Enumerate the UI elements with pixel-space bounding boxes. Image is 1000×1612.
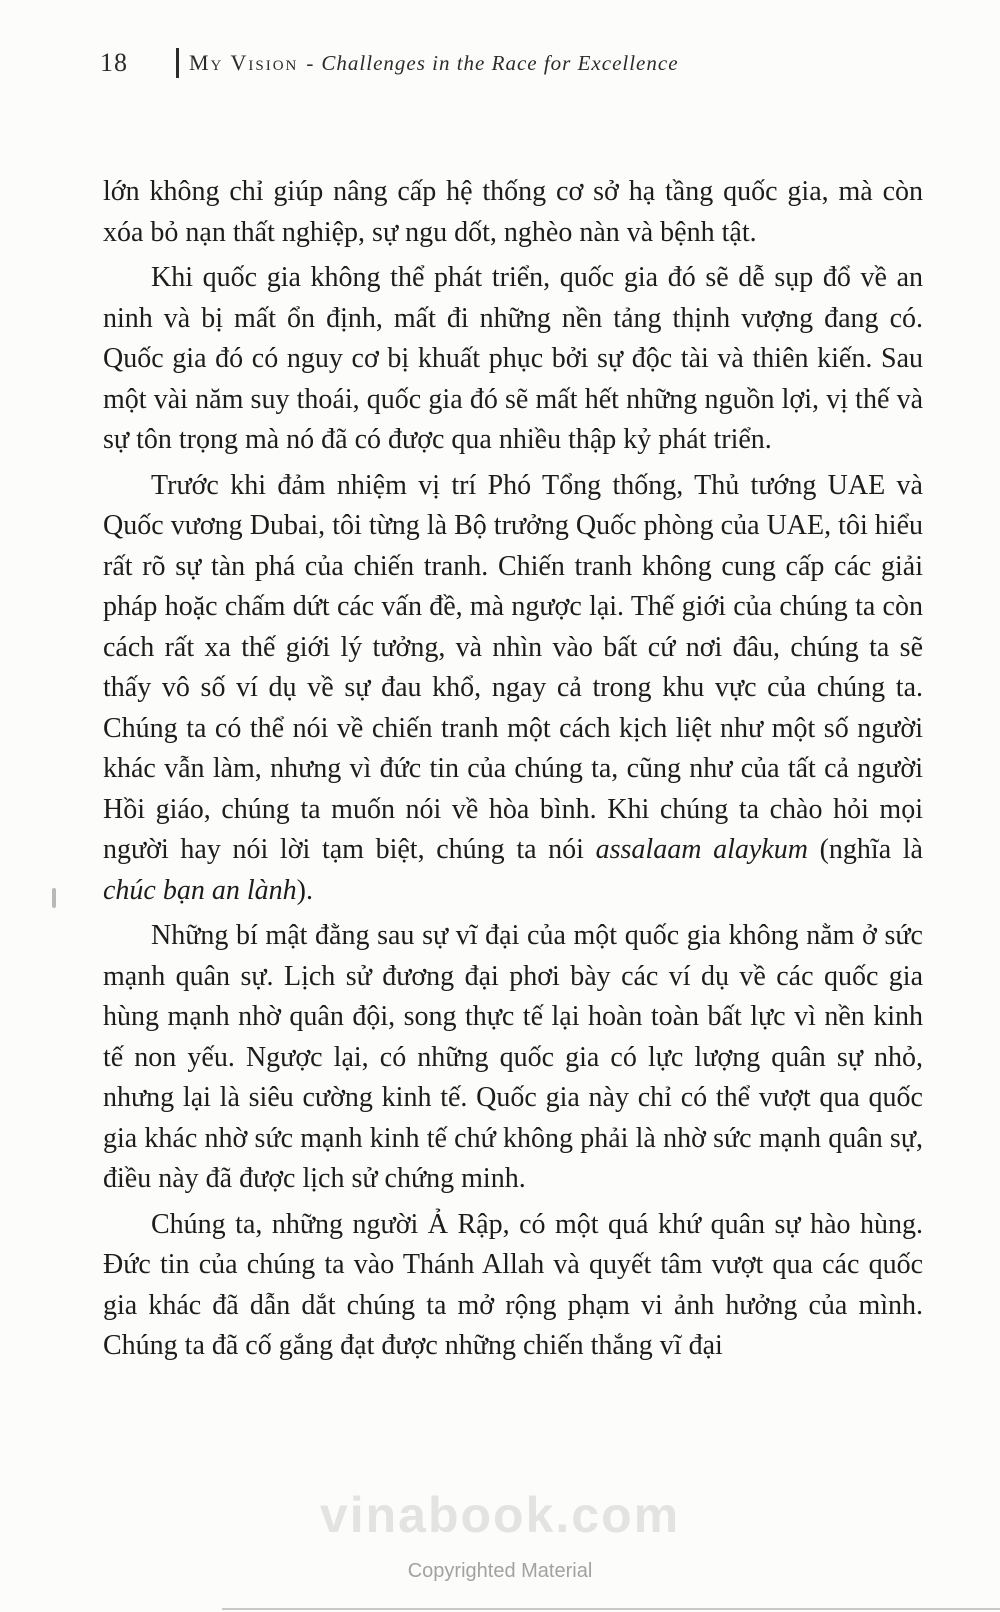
page-number: 18 <box>100 48 128 77</box>
paragraph-text: Trước khi đảm nhiệm vị trí Phó Tổng thống, Thủ tướng UAE và Quốc vương Dubai, tôi từng là Bộ trưởng Quốc phòng của UAE, tôi hiểu rất rõ sự tàn phá của chiến tranh. Chiến tranh không cung cấp các giải pháp hoặc chấm dứt các vấn đề, mà ngược lại. Thế giới của chúng ta còn cách rất xa thế giới lý tưởng, và nhìn vào bất cứ nơi đâu, chúng ta sẽ thấy vô số ví dụ về sự đau khổ, ngay cả trong khu vực của chúng ta. Chúng ta có thể nói về chiến tranh một cách kịch liệt như một số người khác vẫn làm, nhưng vì đức tin của chúng ta, cũng như của tất cả người Hồi giáo, chúng ta muốn nói về hòa bình. Khi chúng ta chào hỏi mọi người hay nói lời tạm biệt, chúng ta nói <box>103 469 923 865</box>
paragraph-text: Những bí mật đằng sau sự vĩ đại của một quốc gia không nằm ở sức mạnh quân sự. Lịch sử đương đại phơi bày các ví dụ về các quốc gia hùng mạnh nhờ quân đội, song thực tế lại hoàn toàn bất lực vì nền kinh tế non yếu. Ngược lại, có những quốc gia có lực lượng quân sự nhỏ, nhưng lại là siêu cường kinh tế. Quốc gia này chỉ có thể vượt qua quốc gia khác nhờ sức mạnh kinh tế chứ không phải là nhờ sức mạnh quân sự, điều này đã được lịch sử chứng minh. <box>103 920 923 1194</box>
paragraph-text: Khi quốc gia không thể phát triển, quốc gia đó sẽ dễ sụp đổ về an ninh và bị mất ổn định, mất đi những nền tảng thịnh vượng đang có. Quốc gia đó có nguy cơ bị khuất phục bởi sự độc tài và thiên kiến. Sau một vài năm suy thoái, quốc gia đó sẽ mất hết những nguồn lợi, vị thế và sự tôn trọng mà nó đã có được qua nhiều thập kỷ phát triển. <box>103 262 923 455</box>
scan-artifact-bottom-line <box>222 1608 1000 1610</box>
page-body <box>103 172 923 1372</box>
paragraph <box>103 258 923 461</box>
paragraph-text: lớn không chỉ giúp nâng cấp hệ thống cơ sở hạ tầng quốc gia, mà còn xóa bỏ nạn thất nghiệp, sự ngu dốt, nghèo nàn và bệnh tật. <box>103 176 923 248</box>
vinabook-watermark: vinabook.com <box>319 1487 681 1543</box>
italic-phrase-arabic-greeting: assalaam alaykum <box>595 834 808 865</box>
paragraph <box>103 916 923 1200</box>
paragraph <box>103 466 923 912</box>
paragraph-continuation <box>103 172 923 253</box>
scan-artifact-left-margin <box>52 888 56 908</box>
book-title: My Vision <box>189 50 299 75</box>
chapter-title: Challenges in the Race for Excellence <box>321 50 679 75</box>
paragraph-text: (nghĩa là <box>807 834 923 865</box>
header-separator: - <box>306 50 314 75</box>
header-divider-bar <box>176 48 179 78</box>
italic-phrase-translation: chúc bạn an lành <box>103 874 297 906</box>
paragraph-text: ). <box>296 874 313 906</box>
copyright-notice: Copyrighted Material <box>407 1560 593 1582</box>
paragraph-text: Chúng ta, những người Ả Rập, có một quá khứ quân sự hào hùng. Đức tin của chúng ta vào Thánh Allah và quyết tâm vượt qua các quốc gia khác đã dẫn dắt chúng ta mở rộng phạm vi ảnh hưởng của mình. Chúng ta đã cố gắng đạt được những chiến thắng vĩ đại <box>103 1208 923 1361</box>
page-header <box>100 48 920 78</box>
paragraph <box>103 1205 923 1367</box>
